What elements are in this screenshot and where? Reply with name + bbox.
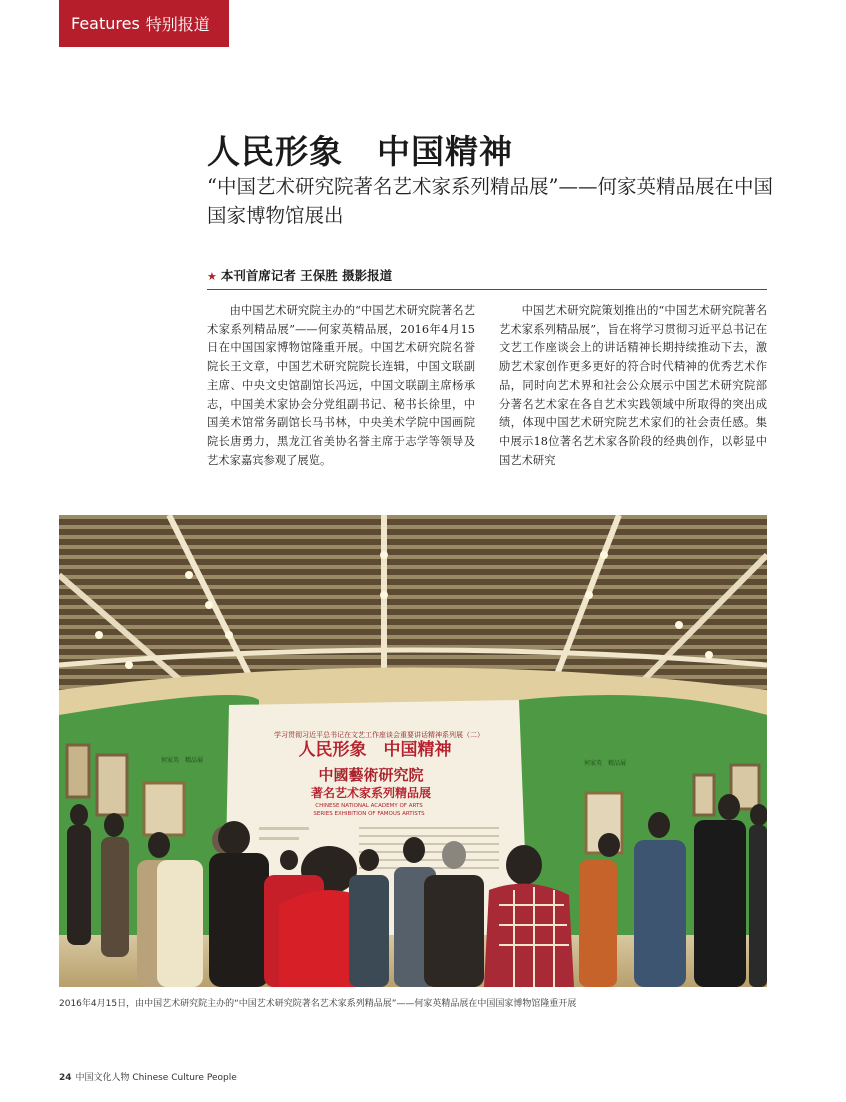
page-number: 24 (59, 1073, 72, 1083)
banner-subtitle: 著名艺术家系列精品展 (310, 786, 432, 800)
banner-en-line-2: SERIES EXHIBITION OF FAMOUS ARTISTS (313, 811, 425, 817)
banner-top-text: 学习贯彻习近平总书记在文艺工作座谈会重要讲话精神系列展（二） (274, 731, 484, 739)
page-footer (59, 1070, 237, 1083)
body-paragraph-right: 中国艺术研究院策划推出的“中国艺术研究院著名艺术家系列精品展”，旨在将学习贯彻习近平总书记在文艺工作座谈会上的讲话精神长期持续推动下去，激励艺术家创作更多更好的符合时代精神的优秀艺术作品，同时向艺术界和社会公众展示中国艺术研究院部分著名艺术家在各自艺术实践领域中所取得的突出成绩，体现中国艺术研究院艺术家们的社会责任感。集中展示18位著名艺术家各阶段的经典创作，以彰显中国艺术研究 (499, 304, 767, 467)
byline-text: 本刊首席记者 王保胜 摄影报道 (220, 268, 393, 283)
article-title: 人民形象 中国精神 (207, 132, 513, 171)
banner-en-line-1: CHINESE NATIONAL ACADEMY OF ARTS (315, 803, 423, 809)
wall-label-left: 何家英 精品展 (161, 757, 204, 764)
section-tag (59, 0, 229, 47)
byline (207, 266, 767, 290)
photo-caption: 2016年4月15日，由中国艺术研究院主办的“中国艺术研究院著名艺术家系列精品展”——何家英精品展在中国国家博物馆隆重开展 (59, 999, 577, 1009)
banner-title: 人民形象 中国精神 (298, 740, 452, 760)
magazine-name: 中国文化人物 Chinese Culture People (75, 1073, 237, 1083)
body-paragraph-left: 由中国艺术研究院主办的“中国艺术研究院著名艺术家系列精品展”——何家英精品展，2016年4月15日在中国国家博物馆隆重开展。中国艺术研究院名誉院长王文章，中国艺术研究院院长连辑，中国文联副主席、中央文史馆副馆长冯远，中国文联副主席杨承志，中国美术家协会分党组副书记、秘书长徐里，中国美术馆常务副馆长马书林，中央美术学院中国画院院长唐勇力，黑龙江省美协名誉主席于志学等领导及艺术家嘉宾参观了展览。 (207, 304, 475, 467)
section-tag-en: Features (71, 14, 140, 33)
banner-calligraphy: 中國藝術研究院 (318, 766, 424, 784)
wall-label-right: 何家英 精品展 (584, 760, 627, 767)
section-tag-zh: 特别报道 (145, 15, 210, 34)
exhibition-photo (59, 515, 767, 987)
star-icon: ★ (207, 270, 217, 283)
article-subtitle: “中国艺术研究院著名艺术家系列精品展”——何家英精品展在中国国家博物馆展出 (207, 175, 773, 227)
